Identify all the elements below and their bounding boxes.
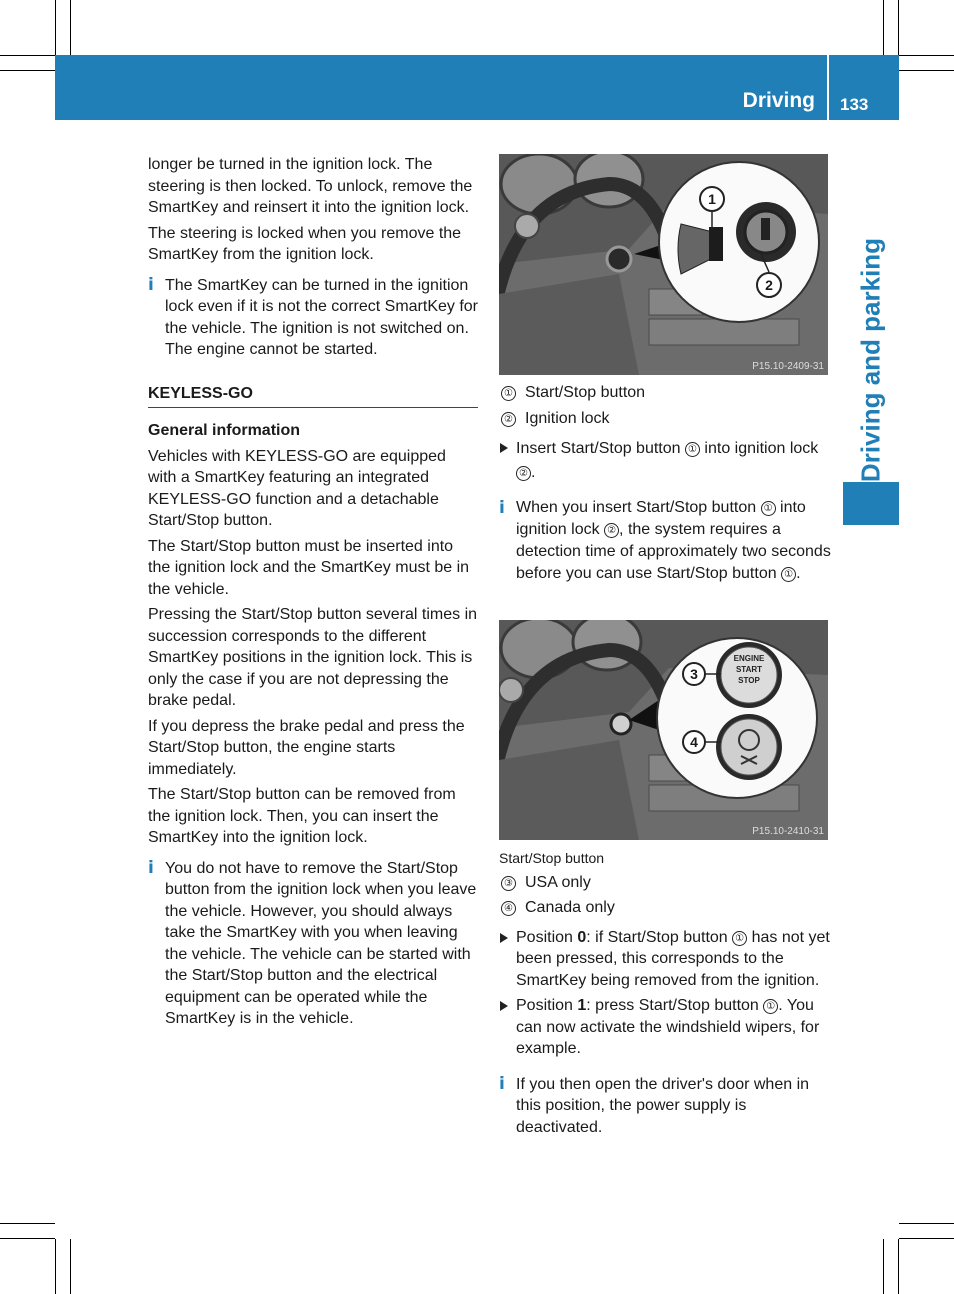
step-arrow-icon xyxy=(500,933,508,943)
crop-mark xyxy=(899,1238,954,1239)
crop-mark xyxy=(70,0,71,55)
crop-mark xyxy=(883,0,884,55)
info-icon: i xyxy=(148,857,154,878)
info-icon: i xyxy=(499,498,505,518)
ignition-lock-illustration xyxy=(499,154,828,375)
legend-item xyxy=(499,872,831,894)
legend-label: Ignition lock xyxy=(525,409,610,427)
position-number: 1 xyxy=(577,997,587,1014)
legend-label: Start/Stop button xyxy=(525,384,646,401)
chapter-tab xyxy=(843,482,899,525)
crop-mark xyxy=(0,70,55,71)
info-note xyxy=(148,275,478,361)
crop-mark xyxy=(55,1239,56,1294)
start-stop-button-illustration xyxy=(499,620,828,840)
section-title: Driving xyxy=(742,89,815,112)
info-note xyxy=(499,497,831,585)
page-number: 133 xyxy=(840,95,869,114)
step-text: Position xyxy=(516,997,578,1014)
callout-number: ② xyxy=(516,466,531,481)
info-text: . xyxy=(796,565,801,582)
crop-mark xyxy=(0,1238,55,1239)
step-text: Insert Start/Stop button xyxy=(516,440,685,457)
legend-item xyxy=(499,408,831,430)
info-note xyxy=(148,858,478,1030)
crop-mark xyxy=(899,70,954,71)
info-text: into ignition lock xyxy=(516,499,806,538)
legend-item xyxy=(499,382,831,404)
dashboard-drawing xyxy=(499,620,828,840)
instruction-step xyxy=(499,437,831,485)
step-text: Position xyxy=(516,928,578,946)
dashboard-drawing xyxy=(499,154,828,375)
crop-mark xyxy=(55,0,56,55)
instruction-step xyxy=(499,927,831,992)
crop-mark xyxy=(0,1223,55,1224)
info-note xyxy=(499,1074,831,1139)
paragraph: longer be turned in the ignition lock. The steering is then locked. To unlock, remove the SmartKey and reinsert it into the ignition lock. xyxy=(148,156,473,216)
button-text-line: STOP xyxy=(738,676,760,685)
engine-start-stop-label xyxy=(726,653,772,686)
callout-number: ④ xyxy=(501,901,516,916)
step-text: : if Start/Stop button xyxy=(586,928,733,946)
chapter-side-label: Driving and parking xyxy=(855,237,886,483)
paragraph: Vehicles with KEYLESS-GO are equipped with a SmartKey featuring an integrated KEYLESS-GO function and a detachable Start/Stop button. xyxy=(148,447,446,529)
paragraph: The Start/Stop button can be removed from the ignition lock. Then, you can insert the SmartKey into the ignition lock. xyxy=(148,786,456,846)
section-heading: KEYLESS-GO xyxy=(148,383,478,409)
callout-4: 4 xyxy=(690,734,698,750)
crop-mark xyxy=(899,55,954,56)
crop-mark xyxy=(883,1239,884,1294)
callout-number: ① xyxy=(763,999,778,1014)
info-text: If you then open the driver's door when in this position, the power supply is deactivated. xyxy=(516,1075,810,1136)
callout-number: ③ xyxy=(501,876,516,891)
paragraph: If you depress the brake pedal and press the Start/Stop button, the engine starts immediately. xyxy=(148,717,465,778)
right-column-bottom xyxy=(499,848,831,1142)
callout-number: ① xyxy=(761,501,776,516)
step-arrow-icon xyxy=(500,443,508,453)
figure-code: P15.10-2410-31 xyxy=(752,826,824,837)
legend-label: Canada only xyxy=(525,899,615,916)
step-text: : press Start/Stop button xyxy=(586,997,764,1014)
info-text: When you insert Start/Stop button xyxy=(516,499,761,516)
subsection-heading: General information xyxy=(148,422,301,439)
button-text-line: START xyxy=(735,665,763,674)
callout-2: 2 xyxy=(765,277,773,293)
paragraph: The Start/Stop button must be inserted into the ignition lock and the SmartKey must be in the vehicle. xyxy=(148,537,470,598)
paragraph: The steering is locked when you remove the SmartKey from the ignition lock. xyxy=(148,224,462,263)
info-text: You do not have to remove the Start/Stop button from the ignition lock when you leave the vehicle. However, you should always take the SmartKey with you when leaving the vehicle. The vehicle can be started with the Start/Stop button and the electrical equipment can be operated while the SmartKey is in the vehicle. xyxy=(165,859,477,1027)
right-column-top xyxy=(499,382,831,589)
callout-number: ① xyxy=(685,442,700,457)
legend-item xyxy=(499,897,831,919)
crop-mark xyxy=(898,0,899,55)
paragraph: Pressing the Start/Stop button several times in succession corresponds to the different SmartKey positions in the ignition lock. This is only the case if you are not depressing the brake pedal. xyxy=(148,606,478,709)
figure-caption: Start/Stop button xyxy=(499,850,605,866)
step-text: . xyxy=(531,464,536,481)
callout-3: 3 xyxy=(690,666,698,682)
step-arrow-icon xyxy=(500,1001,508,1011)
crop-mark xyxy=(70,1239,71,1294)
figure-code: P15.10-2409-31 xyxy=(752,361,824,372)
info-icon: i xyxy=(148,274,154,295)
crop-mark xyxy=(899,1223,954,1224)
page-header xyxy=(55,55,899,120)
callout-1: 1 xyxy=(708,191,716,207)
instruction-step xyxy=(499,995,831,1060)
step-text: has not yet been pressed, this corresponds to the SmartKey being removed from the ignition. xyxy=(516,928,830,989)
info-icon: i xyxy=(499,1073,505,1094)
legend-label: USA only xyxy=(525,873,591,891)
callout-number: ② xyxy=(501,412,516,427)
step-text: . You can now activate the windshield wipers, for example. xyxy=(516,997,820,1057)
header-divider xyxy=(827,55,829,120)
button-text-line: ENGINE xyxy=(733,654,765,663)
step-text: into ignition lock xyxy=(699,440,819,457)
callout-number: ① xyxy=(781,567,796,582)
info-text: , the system requires a detection time of approximately two seconds before you can use Start/Stop button xyxy=(516,521,831,582)
callout-number: ① xyxy=(501,386,516,401)
crop-mark xyxy=(0,55,55,56)
callout-number: ① xyxy=(732,931,747,946)
position-number: 0 xyxy=(577,928,587,946)
crop-mark xyxy=(898,1239,899,1294)
callout-number: ② xyxy=(604,523,619,538)
left-column xyxy=(148,154,478,1034)
info-text: The SmartKey can be turned in the ignition lock even if it is not the correct SmartKey for the vehicle. The ignition is not switched on. The engine cannot be started. xyxy=(165,276,479,358)
